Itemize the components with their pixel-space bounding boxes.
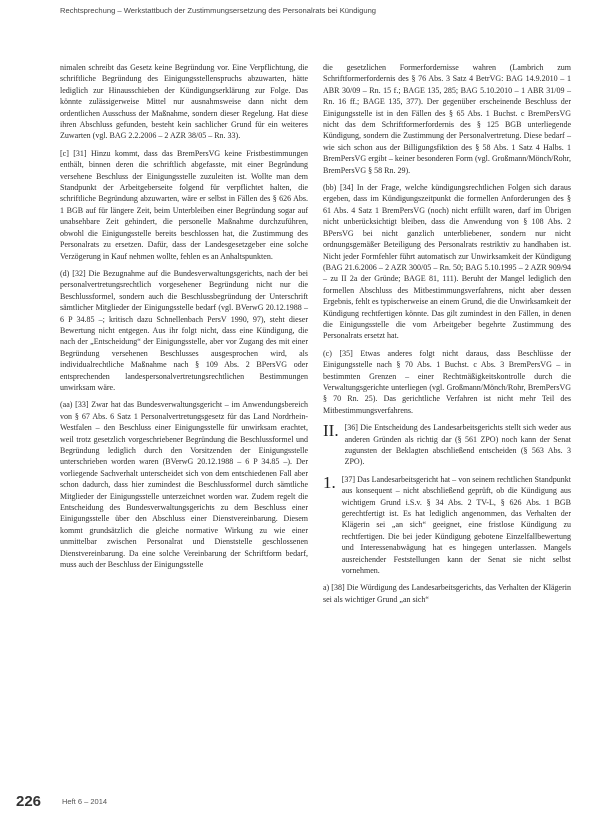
- paragraph: (d) [32] Die Bezugnahme auf die Bundesverwaltungsgerichts, nach der bei personalvertretungsrechtlich vorgesehener Begründung nicht nur die Beschlussformel, sondern auch die Beschlussbegründung der Unterschrift sämtlicher Mitglieder der Einigungsstelle bedarf (vgl. BVerwG 20.12.1988 – 6 P 34.85 –; kritisch dazu Schnellenbach PersV 1990, 97), steht dieser Bewertung nicht entgegen. Aus ihr folgt nicht, dass eine Kündigung, die nach der „Entscheidung“ der Einigungsstelle, aber vor Zugang des mit einer Begründung versehenen Beschlusses ausgesprochen wird, als individualrechtliche Maßnahme nach § 109 Abs. 2 BPersVG oder entsprechenden landespersonalvertretungsrechtlichen Bestimmungen unwirksam wäre.: [60, 268, 308, 392]
- paragraph: die gesetzlichen Formerfordernisse wahren (Lambrich zum Schriftformerfordernis des § 76 Abs. 3 Satz 4 BetrVG: BAG 14.9.2010 – 1 ABR 30/09 – Rn. 15 f.; BAGE 135, 285; BAG 5.10.2010 – 1 ABR 31/09 – Rn. 16 ff.; BAGE 135, 377). Der gegenüber erscheinende Beschluss der Einigungsstelle ist in den Fällen des § 65 Abs. 1 Buchst. c BremPersVG nicht das dem Schriftformerfordernis des § 125 BGB unterliegende Kündigung, sondern die Zustimmung der Personalvertretung. Diese bedarf – wie sich schon aus der Billigungsfiktion des § 58 Abs. 1 Satz 4 Halbs. 1 BremPersVG ergibt – keiner besonderen Form (vgl. Großmann/Mönch/Rohr, BremPersVG § 58 Rn. 29).: [323, 63, 571, 175]
- paragraph: (bb) [34] In der Frage, welche kündigungsrechtlichen Folgen sich daraus ergeben, dass im Kündigungszeitpunkt die formellen Anforderungen des § 61 Abs. 4 Satz 1 BremPersVG (noch) nicht erfüllt waren, darf im Übrigen nicht unberücksichtigt bleiben, dass die Anwendung von § 108 Abs. 2 BPersVG bei nicht ganzlich unterbliebener, sondern nur nicht ordnungsgemäßer Beteiligung des Personalrats restriktiv zu handhaben ist. Nicht jeder Formfehler führt automatisch zur Unwirksamkeit der Kündigung (BAG 21.6.2006 – 2 AZR 300/05 – Rn. 50; BAG 5.10.1995 – 2 AZR 909/94 – zu II 2a der Gründe; BAGE 81, 111). Beruht der Mangel lediglich den formellen Abschluss des Mitbestimmungsverfahrens, nicht aber dessen Ergebnis, fehlt es typischerweise an einem Grund, die die Unwirksamkeit der Kündigung rechtfertigen könnte. Das gilt zumindest in den Fällen, in denen die Einigungsstelle die vom Arbeitgeber begehrte Zustimmung des Personalrats ersetzt hat.: [323, 183, 571, 341]
- paragraph: [c] [31] Hinzu kommt, dass das BremPersVG keine Fristbestimmungen enthält, binnen deren die schriftlich abgefasste, mit einer Begründung versehene Beschluss der Einigungsstelle zuzuleiten ist. Wollte man dem Standpunkt der Arbeitgeberseite folgend für verpflichtet halten, die schriftliche Begründung abzuwarten, wäre er selbst in Fällen des § 626 Abs. 1 BGB auf für längere Zeit, beim Unterbleiben einer Begründung sogar auf unabsehbare Zeit gehindert, die personelle Maßnahme durchzuführen, obwohl die Einigungsstelle bereits beschlossen hat, die Zustimmung des Personalrats zu ersetzen. Dafür, dass der Landesgesetzgeber eine solche Verzögerung in Kauf nehmen wollte, fehlen es an Anhaltspunkten.: [60, 148, 308, 261]
- paragraph: [36] Die Entscheidung des Landesarbeitsgerichts stellt sich weder aus anderen Gründen als richtig dar (§ 561 ZPO) noch kann der Senat zugunsten der Beklagten abschließend entscheiden (§ 563 Abs. 3 ZPO).: [344, 423, 571, 467]
- paragraph: nimalen schreibt das Gesetz keine Begründung vor. Eine Verpflichtung, die schriftliche Begründung des Einigungsstellenspruchs abzuwarten, hätte lediglich zur Hinausschieben der Kündigungserklärung zur Folge. Das könnte zulässigerweise Mittel nur ausnahmsweise dann nicht dem ordentlichen Ausschuss der Maßnahme, sondern dieser Regelung. Hat diese ihren Abschluss gefunden, besteht kein sachlicher Grund für ein weiteres Zuwarten (vgl. BAG 2.2.2006 – 2 AZR 38/05 – Rn. 33).: [60, 63, 308, 141]
- left-column: [60, 62, 308, 576]
- page-number: 226: [16, 793, 42, 810]
- section-number: 1.: [323, 472, 336, 492]
- running-head: Rechtsprechung – Werkstattbuch der Zustimmungsersetzung des Personalrats bei Kündigung: [60, 6, 377, 15]
- section-number: II.: [323, 421, 339, 441]
- paragraph: [37] Das Landesarbeitsgericht hat – von seinem rechtlichen Standpunkt aus konsequent – nicht abschließend geprüft, ob die Kündigung aus wichtigem Grund i.S.v. § 34 Abs. 2 TV-L, § 626 Abs. 1 BGB gerechtfertigt ist. Es hat lediglich angenommen, das Verhalten der Klägerin sei „an sich“ geeignet, eine fristlose Kündigung zu rechtfertigen. Die bei jeder Kündigung gebotene Einzelfallbewertung und Interessenabwägung hat es hingegen unterlassen. Mangels ausreichender Feststellungen kann der Senat sie nicht selbst vornehmen.: [341, 474, 571, 576]
- paragraph: (aa) [33] Zwar hat das Bundesverwaltungsgericht – im Anwendungsbereich von § 67 Abs. 6 Satz 1 Personalvertretungsgesetz für das Land Nordrhein-Westfalen – den Beschluss einer Einigungsstelle für unwirksam erachtet, weil trotz gesetzlich vorgeschriebener Begründung die Beschlussformel und Begründung lediglich durch den Vorsitzenden der Einigungsstelle unterschrieben worden waren (BVerwG 20.12.1988 – 6 P 34.85 –). Der vorliegende Sachverhalt unterscheidet sich von dem entschiedenen Fall aber schon dadurch, dass hier zumindest die Beschlussformel durch sämtliche Mitglieder der Einigungsstelle unterzeichnet worden war. Zudem regelt die Entscheidung des Bundesverwaltungsgerichts zu dem Beschluss einer Einigungsstelle über den Abschluss einer Dienstvereinbarung. Diesem kommt grundsätzlich die gleiche normative Wirkung zu wie einer unmittelbar zwischen Personalrat und Dienststelle geschlossenen Dienstvereinbarung. Da eine solche Vereinbarung der Schriftform bedarf, muss auch der Beschluss der Einigungsstelle: [60, 400, 308, 570]
- section-ii: [323, 422, 571, 468]
- page-footer: [16, 793, 576, 813]
- paragraph: (c) [35] Etwas anderes folgt nicht daraus, dass Beschlüsse der Einigungsstelle nach § 70 Abs. 1 Buchst. c Abs. 3 BremPersVG – in bestimmten Grenzen – einer Rechtmäßigkeitskontrolle durch die Verwaltungsgerichte unterliegen (vgl. Großmann/Mönch/Rohr, BremPersVG § 70 Rn. 25). Das gerichtliche Verfahren ist nicht mehr Teil des Mitbestimmungsverfahrens.: [323, 348, 571, 415]
- paragraph: a) [38] Die Würdigung des Landesarbeitsgerichts, das Verhalten der Klägerin sei als wichtiger Grund „an sich“: [323, 583, 571, 604]
- issue-label: Heft 6 – 2014: [62, 797, 108, 806]
- right-column: [323, 62, 571, 611]
- section-1: [323, 474, 571, 577]
